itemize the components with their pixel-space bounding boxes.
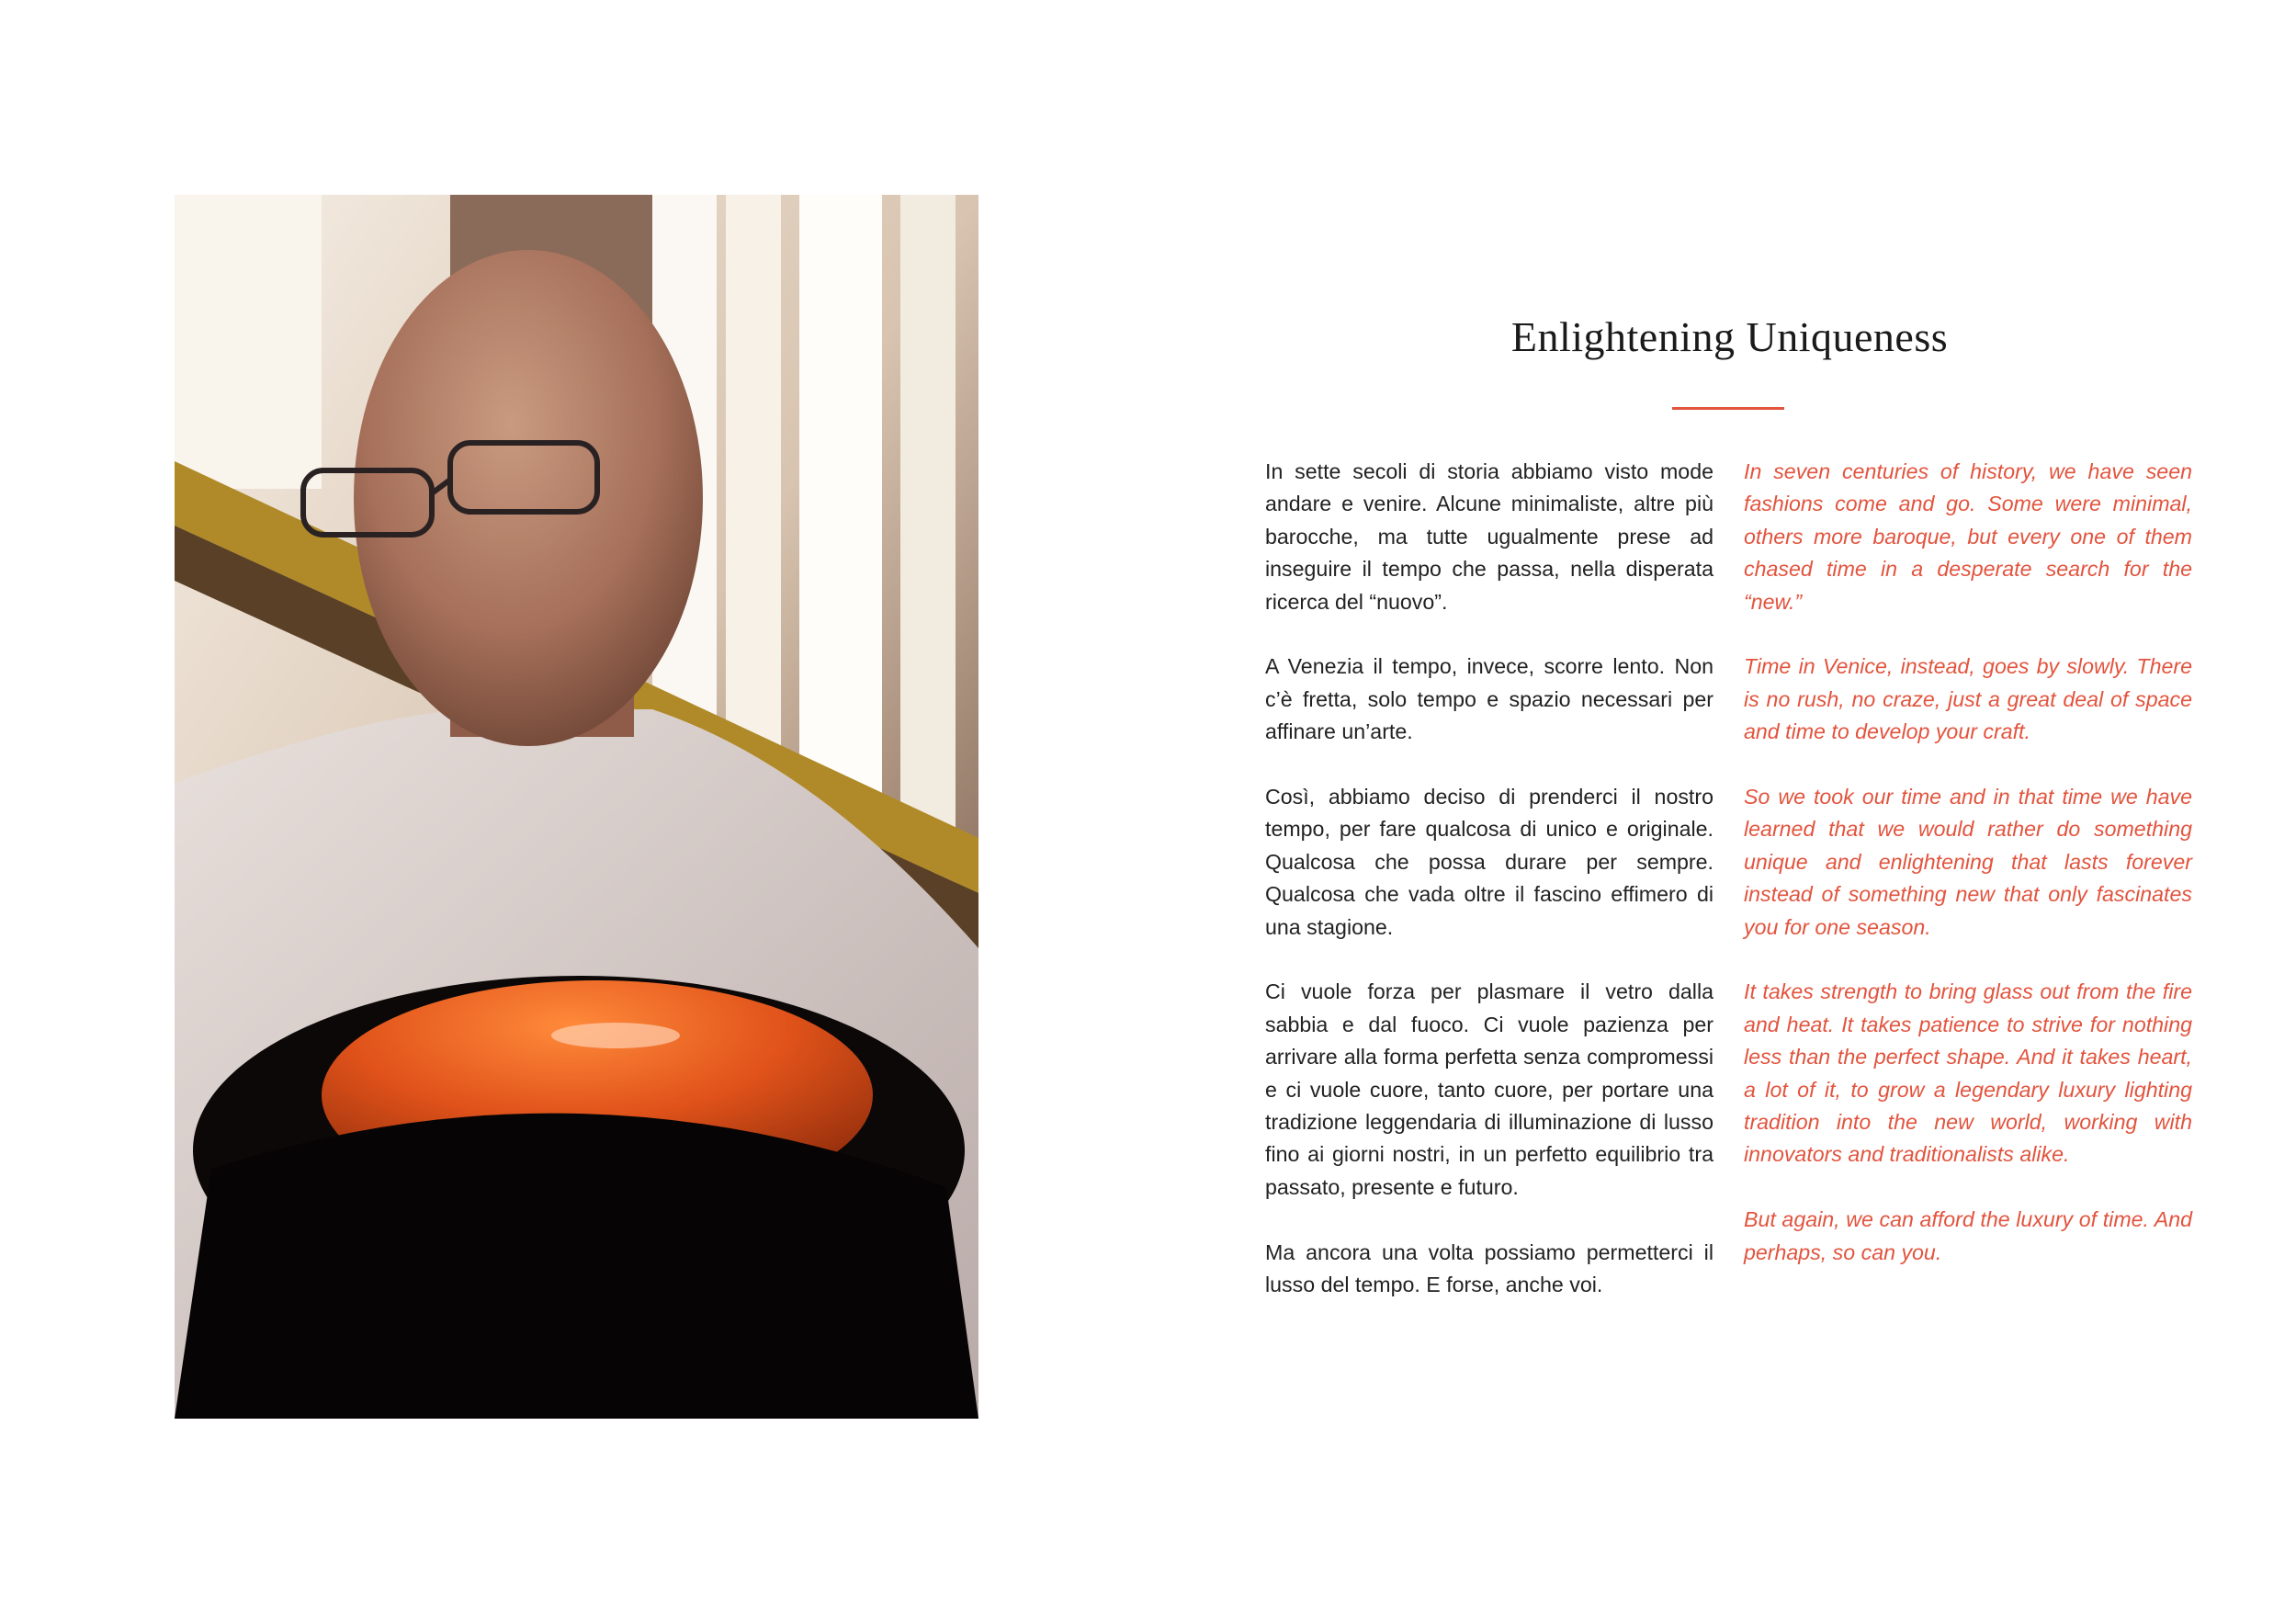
title-divider bbox=[1672, 407, 1784, 410]
italian-paragraph: A Venezia il tempo, invece, scorre lento. Non c’è fretta, solo tempo e spazio necessari per affinare un’arte. bbox=[1265, 654, 1714, 744]
english-paragraph: It takes strength to bring glass out from the fire and heat. It takes patience to strive for nothing less than the perfect shape. And it takes heart, a lot of it, to grow a legendary luxury lighting tradition into the new world, working with innovators and traditionalists alike. bbox=[1744, 979, 2192, 1167]
english-paragraph: But again, we can afford the luxury of time. And perhaps, so can you. bbox=[1744, 1207, 2192, 1264]
italian-paragraph: In sette secoli di storia abbiamo visto mode andare e venire. Alcune minimaliste, altre più barocche, ma tutte ugualmente prese ad inseguire il tempo che passa, nella disperata ricerca del “nuovo”. bbox=[1265, 459, 1714, 614]
english-paragraph: Time in Venice, instead, goes by slowly. There is no rush, no craze, just a great deal of space and time to develop your craft. bbox=[1744, 654, 2192, 744]
italian-paragraph: Ci vuole forza per plasmare il vetro dalla sabbia e dal fuoco. Ci vuole pazienza per arrivare alla forma perfetta senza compromessi e ci vuole cuore, tanto cuore, per portare una tradizione leggendaria di illuminazione di lusso fino ai giorni nostri, in un perfetto equilibrio tra passato, presente e futuro. bbox=[1265, 979, 1714, 1199]
english-paragraph: In seven centuries of history, we have seen fashions come and go. Some were minimal, others more baroque, but every one of them chased time in a desperate search for the “new.” bbox=[1744, 459, 2192, 614]
italian-text-column bbox=[1265, 456, 1714, 1334]
english-paragraph: So we took our time and in that time we have learned that we would rather do something unique and enlightening that lasts forever instead of something new that only fascinates you for one season. bbox=[1744, 785, 2192, 939]
portrait-photo-illustration bbox=[175, 195, 978, 1419]
artisan-portrait-photo bbox=[175, 195, 978, 1419]
italian-paragraph: Così, abbiamo deciso di prenderci il nostro tempo, per fare qualcosa di unico e originale. Qualcosa che possa durare per sempre. Qualcosa che vada oltre il fascino effimero di una stagione. bbox=[1265, 785, 1714, 939]
page-title: Enlightening Uniqueness bbox=[1510, 313, 1949, 360]
italian-paragraph: Ma ancora una volta possiamo permetterci il lusso del tempo. E forse, anche voi. bbox=[1265, 1239, 1714, 1297]
english-text-column bbox=[1744, 456, 2192, 1301]
